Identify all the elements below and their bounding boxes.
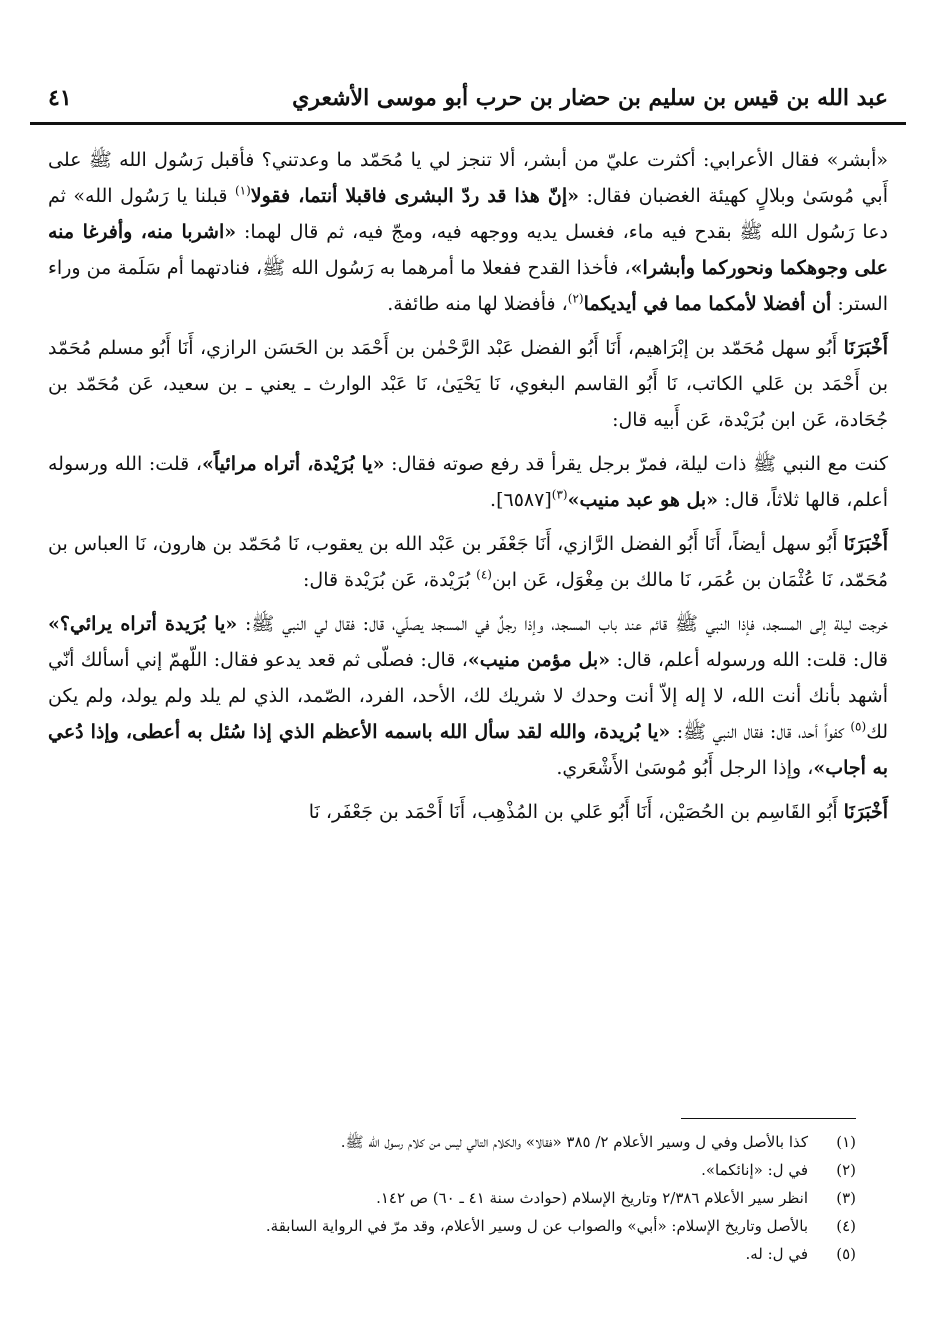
footnotes xyxy=(48,1128,856,1268)
footnote-number: (٢) xyxy=(836,1161,856,1179)
text-run: بُرَيْدة، عَن بُرَيْدة قال: xyxy=(303,569,477,591)
hadith-paragraph-3 xyxy=(48,606,888,786)
footnote-marker-1: (١) xyxy=(234,183,251,198)
text-run: كنت مع النبي ﷺ ذات ليلة، فمرّ برجل يقرأ قد رفع صوته فقال: xyxy=(384,453,888,475)
footnote-text: انظر سير الأعلام ٢/٣٨٦ وتاريخ الإسلام (حوادث سنة ٤١ ـ ٦٠) ص ١٤٢. xyxy=(376,1189,808,1207)
quote-bold: «بل هو عبد منيب» xyxy=(567,489,719,511)
quote-bold: «إنّ هذا قد ردّ البشرى فاقبلا أنتما، فقولا xyxy=(250,185,579,207)
text-run: «أبشر» فقال الأعرابي: أكثرت عليّ من أبشر، ألا تنجز لي يا مُحَمّد ما وعدتني؟ فأقبل رَسُول الله ﷺ على أَبي مُوسَىٰ وبلالٍ كهيئة الغضبان فقال: xyxy=(48,149,888,207)
text-run: ، فأفضلا لها منه طائفة. xyxy=(387,293,568,315)
footnote-marker-5: (٥) xyxy=(850,719,867,734)
footnote-number: (٣) xyxy=(836,1189,856,1207)
text-run: قال: قلت: الله ورسوله أعلم، قال: xyxy=(610,649,889,671)
text-run: أَبُو سهل مُحَمّد بن إبْرَاهيم، أَنَا أَبُو الفضل عَبْد الرَّحْمٰن بن أَحْمَد بن الحَسَن الرازي، أَنَا أَبُو مسلم مُحَمّد بن أَحْمَد بن عَلي الكاتب، نَا أَبُو القاسم البغوي، نَا يَحْيَىٰ، نَا عَبْد الوارث ـ يعني ـ بن سعيد، عَن مُحَمّد بن جُحَادة، عَن ابن بُرَيْدة، عَن أَبيه قال: xyxy=(48,337,888,431)
quote-bold: «بل مؤمن منيب» xyxy=(467,649,611,671)
hadith-reference-number: [٦٥٨٧] xyxy=(496,489,552,511)
footnote-marker-2: (٢) xyxy=(567,291,584,306)
footnote xyxy=(48,1240,856,1268)
hadith-paragraph-2 xyxy=(48,446,888,518)
text-run: قبلنا يا رَسُول الله» ثم دعا رَسُول الله ﷺ بقدح فيه ماء، فغسل يديه ووجهه فيه، ومجّ فيه، ثم قال لهما: xyxy=(48,185,888,243)
text-run: خرجت ليلة إلى المسجد، فإذا النبي ﷺ قائم عند باب المسجد، وإذا رجلٌ في المسجد يصلّي، قال: فقال لي النبي ﷺ: xyxy=(237,613,889,635)
text-run: . xyxy=(490,489,497,511)
footnote xyxy=(48,1184,856,1212)
footnote-text: في ل: «إنائكما». xyxy=(701,1161,808,1179)
text-run: ، وإذا الرجل أَبُو مُوسَىٰ الأَشْعَري. xyxy=(556,757,814,779)
isnad-paragraph-3 xyxy=(48,794,888,830)
isnad-keyword: أَخْبَرَنَا xyxy=(843,801,888,823)
isnad-paragraph-2 xyxy=(48,526,888,598)
footnote-number: (١) xyxy=(836,1133,856,1151)
text-run: أَبُو سهل أيضاً، أَنَا أَبُو الفضل الرَّازي، أَنَا جَعْفَر بن عَبْد الله بن يعقوب، نَا مُحَمّد بن هارون، نَا العباس بن مُحَمّد، نَا عُثْمَان بن عُمَر، نَا مالك بن مِغْوَل، عَن ابن xyxy=(48,533,888,591)
footnote xyxy=(48,1128,856,1156)
text-run: أَبُو القَاسِم بن الحُصَيْن، أَنَا أَبُو عَلي بن المُذْهِب، أَنَا أَحْمَد بن جَعْفَر، نَا xyxy=(308,801,844,823)
footnote-marker-4: (٤) xyxy=(476,567,492,582)
hadith-paragraph-1 xyxy=(48,142,888,322)
isnad-paragraph-1 xyxy=(48,330,888,438)
quote-bold: «يا بُريدة، والله لقد سأل الله باسمه الأعظم الذي إذا سُئل به أعطى، وإذا دُعي به أجاب» xyxy=(48,721,888,779)
footnote-number: (٥) xyxy=(836,1245,856,1263)
quote-bold: «يا بُرَيدة أتراه يرائي؟» xyxy=(48,613,238,635)
isnad-keyword: أَخْبَرَنَا xyxy=(843,337,888,359)
text-run: ، قلت: الله ورسوله أعلم، قالها ثلاثاً، قال: xyxy=(48,453,888,511)
footnote xyxy=(48,1156,856,1184)
text-run: ، فأخذا القدح ففعلا ما أمرهما به رَسُول الله ﷺ، فنادتهما أم سَلَمة من وراء الستر: xyxy=(48,257,888,315)
running-title: عبد الله بن قيس بن سليم بن حضار بن حرب أبو موسى الأشعري xyxy=(292,85,888,111)
footnote-marker-3: (٣) xyxy=(551,487,568,502)
quote-bold: «اشربا منه، وأفرغا منه على وجوهكما ونحوركما وأبشرا» xyxy=(48,221,888,279)
footnote-text: كذا بالأصل وفي ل وسير الأعلام ٢/ ٣٨٥ «فقالا» والكلام التالي ليس من كلام رسول الله ﷺ. xyxy=(340,1133,808,1151)
text-run: ، قال: فصلّى ثم قعد يدعو فقال: اللّهمّ إني أسألك أنّي أشهد بأنك أنت الله، لا إله إلاّ أنت وحدك لا شريك لك، الأحد، الفرد، الصّمد، الذي لم يلد ولم يولد، ولم يكن لك xyxy=(48,649,888,743)
header-divider xyxy=(30,122,906,125)
text-run: كفواً أحد، قال: فقال النبي ﷺ: xyxy=(670,721,851,743)
footnote-text: في ل: له. xyxy=(745,1245,808,1263)
footnote xyxy=(48,1212,856,1240)
page-header xyxy=(48,70,888,118)
isnad-keyword: أَخْبَرَنَا xyxy=(843,533,888,555)
page-number: ٤١ xyxy=(48,85,72,111)
footnote-divider xyxy=(681,1118,856,1119)
main-text xyxy=(48,140,888,838)
quote-bold: أن أفضلا لأمكما مما في أيديكما xyxy=(583,293,832,315)
footnote-number: (٤) xyxy=(836,1217,856,1235)
footnote-text: بالأصل وتاريخ الإسلام: «أبي» والصواب عن ل وسير الأعلام، وقد مرّ في الرواية السابقة. xyxy=(265,1217,808,1235)
quote-bold: «يا بُرَيْدة، أتراه مرائياً» xyxy=(202,453,385,475)
